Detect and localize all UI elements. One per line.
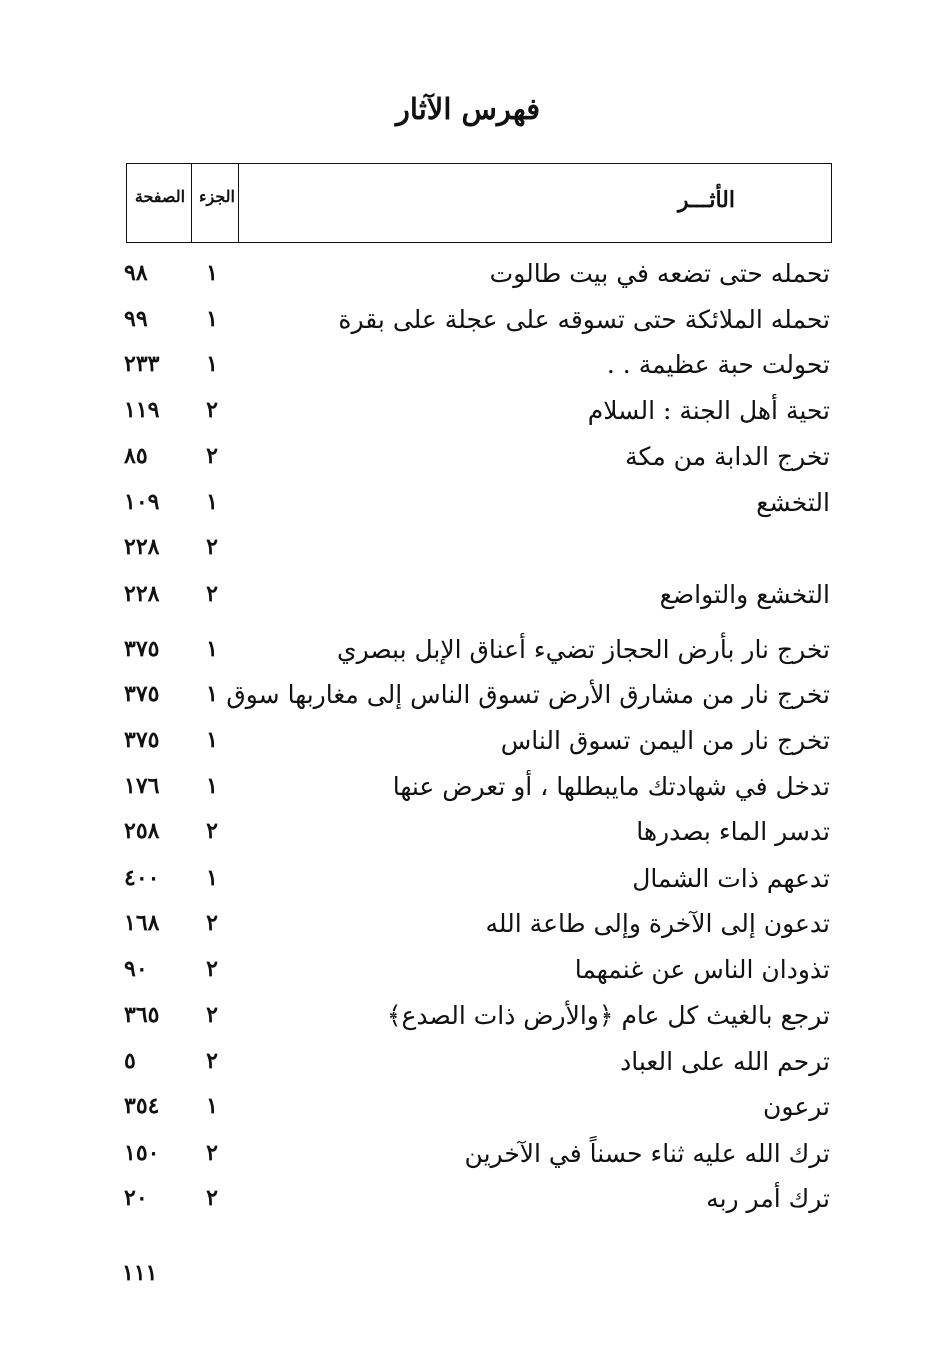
row-page: ٣٦٥ bbox=[124, 1002, 160, 1028]
table-row bbox=[0, 1135, 936, 1175]
row-juz: ٢ bbox=[206, 534, 218, 560]
row-juz: ٢ bbox=[206, 443, 218, 469]
row-juz: ١ bbox=[206, 773, 218, 799]
row-page: ١١٩ bbox=[124, 397, 160, 423]
table-row bbox=[0, 1180, 936, 1220]
page-number: ١١١ bbox=[122, 1260, 158, 1286]
row-text: تخرج نار بأرض الحجاز تضيء أعناق الإبل ببصري bbox=[337, 635, 830, 664]
row-text: تحمله حتى تضعه في بيت طالوت bbox=[489, 259, 830, 288]
row-page: ٢٥٨ bbox=[124, 818, 160, 844]
table-row bbox=[0, 1088, 936, 1128]
row-text: تخرج نار من مشارق الأرض تسوق الناس إلى مغاربها سوق bbox=[226, 680, 830, 709]
row-juz: ١ bbox=[206, 351, 218, 377]
table-row bbox=[0, 576, 936, 616]
row-juz: ١ bbox=[206, 681, 218, 707]
row-text: تخرج الدابة من مكة bbox=[625, 442, 830, 471]
table-row bbox=[0, 1043, 936, 1083]
table-row bbox=[0, 722, 936, 762]
row-juz: ٢ bbox=[206, 1048, 218, 1074]
table-row bbox=[0, 346, 936, 386]
row-page: ٩٩ bbox=[124, 306, 148, 332]
row-juz: ٢ bbox=[206, 1140, 218, 1166]
row-juz: ٢ bbox=[206, 818, 218, 844]
row-text: تدعهم ذات الشمال bbox=[632, 864, 830, 893]
row-text: ترك أمر ربه bbox=[706, 1184, 830, 1213]
row-page: ١٠٩ bbox=[124, 489, 160, 515]
row-text: تخرج نار من اليمن تسوق الناس bbox=[500, 726, 830, 755]
row-juz: ١ bbox=[206, 865, 218, 891]
row-text: تذودان الناس عن غنمهما bbox=[574, 955, 830, 984]
row-juz: ٢ bbox=[206, 910, 218, 936]
row-page: ١٧٦ bbox=[124, 773, 160, 799]
header-juz: الجزء bbox=[199, 187, 235, 206]
row-text: التخشع والتواضع bbox=[659, 580, 830, 609]
row-text: تدخل في شهادتك مايبطلها ، أو تعرض عنها bbox=[392, 772, 830, 801]
row-juz: ٢ bbox=[206, 956, 218, 982]
row-juz: ١ bbox=[206, 260, 218, 286]
row-juz: ٢ bbox=[206, 581, 218, 607]
row-page: ١٦٨ bbox=[124, 910, 160, 936]
row-text: ترعون bbox=[763, 1092, 830, 1121]
row-juz: ١ bbox=[206, 1093, 218, 1119]
row-text: تحولت حبة عظيمة . . bbox=[606, 350, 830, 379]
table-row bbox=[0, 392, 936, 432]
table-row bbox=[0, 255, 936, 295]
row-text: ترك الله عليه ثناء حسناً في الآخرين bbox=[464, 1139, 830, 1168]
row-juz: ١ bbox=[206, 489, 218, 515]
header-page: الصفحة bbox=[134, 187, 186, 206]
table-row bbox=[0, 997, 936, 1037]
row-page: ٢٢٨ bbox=[124, 581, 160, 607]
table-row bbox=[0, 813, 936, 853]
table-row bbox=[0, 484, 936, 524]
row-juz: ١ bbox=[206, 306, 218, 332]
row-juz: ١ bbox=[206, 727, 218, 753]
row-page: ٣٧٥ bbox=[124, 681, 160, 707]
row-page: ٨٥ bbox=[124, 443, 148, 469]
row-juz: ٢ bbox=[206, 397, 218, 423]
row-text: تدسر الماء بصدرها bbox=[636, 817, 830, 846]
row-text: ترجع بالغيث كل عام ﴿والأرض ذات الصدع﴾ bbox=[386, 1001, 830, 1030]
page-title: فهرس الآثار bbox=[395, 92, 541, 126]
row-page: ٢٣٣ bbox=[124, 351, 160, 377]
row-page: ٥ bbox=[124, 1048, 136, 1074]
table-header bbox=[126, 163, 832, 243]
row-page: ٣٥٤ bbox=[124, 1093, 160, 1119]
row-page: ٣٧٥ bbox=[124, 727, 160, 753]
row-page: ٢٢٨ bbox=[124, 534, 160, 560]
row-page: ٢٠ bbox=[124, 1185, 148, 1211]
row-page: ٤٠٠ bbox=[124, 865, 160, 891]
row-juz: ١ bbox=[206, 636, 218, 662]
table-row bbox=[0, 631, 936, 671]
table-row bbox=[0, 676, 936, 716]
row-text: تحمله الملائكة حتى تسوقه على عجلة على بقرة bbox=[338, 305, 830, 334]
table-row bbox=[0, 951, 936, 991]
table-row bbox=[0, 301, 936, 341]
header-athar: الأثـــر bbox=[677, 187, 735, 213]
row-juz: ٢ bbox=[206, 1002, 218, 1028]
row-page: ١٥٠ bbox=[124, 1140, 160, 1166]
row-page: ٩٠ bbox=[124, 956, 148, 982]
row-page: ٩٨ bbox=[124, 260, 148, 286]
table-row bbox=[0, 860, 936, 900]
table-row bbox=[0, 905, 936, 945]
row-text: تحية أهل الجنة : السلام bbox=[587, 396, 830, 425]
row-text: تدعون إلى الآخرة وإلى طاعة الله bbox=[485, 909, 830, 938]
row-text: ترحم الله على العباد bbox=[620, 1047, 830, 1076]
table-row bbox=[0, 529, 936, 569]
table-row bbox=[0, 438, 936, 478]
row-juz: ٢ bbox=[206, 1185, 218, 1211]
row-text: التخشع bbox=[756, 488, 830, 517]
row-page: ٣٧٥ bbox=[124, 636, 160, 662]
table-row bbox=[0, 768, 936, 808]
